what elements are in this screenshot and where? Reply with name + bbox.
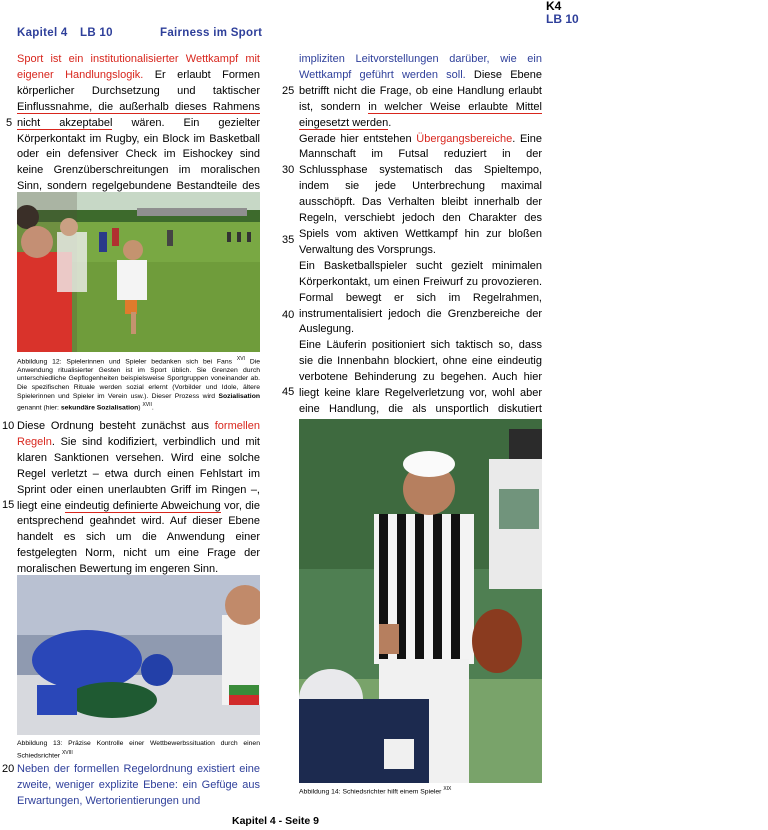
- text-run: . Eine Mannschaft im Futsal reduziert in der Schlussphase systematisch das Spieltempo, indem sie jede Unterbrechung maximal ausschöpft. Das Verhalten bleibt innerhalb der Regeln, verschiebt jedoch den Charakter des Spiels vom aktiven Wettkampf hin zur bloßen Verwaltung des Vorsprungs.: [299, 132, 542, 256]
- caption-text: Abbildung 14: Schiedsrichter hilft einem Spieler: [299, 788, 444, 796]
- line-number: 25: [282, 85, 295, 97]
- runner-paragraph: Eine Läuferin positioniert sich taktisch so, dass sie die Innenbahn blockiert, ohne eine eindeutig verbotene Behinderung zu begehen. Auch hier liegt keine klare Regelverletzung vor, wohl aber eine Handlung, die als unsportlich diskutiert: [299, 339, 542, 415]
- figure-13-photo: [17, 575, 260, 735]
- topic-title: Fairness im Sport: [160, 27, 263, 39]
- caption-text: ): [138, 404, 143, 412]
- line-number: 10: [2, 420, 15, 432]
- text-run: . Sie sind kodifiziert, verbindlich und mit klaren Sanktionen versehen. Wird eine solche Regel verletzt – etwa durch einen Fehlstart im Sprint oder einen unerlaubten Griff im Ringen –, liegt eine: [17, 435, 260, 512]
- text-run: wären. Ein gezielter Körperkontakt im Rugby, ein Block im Basketball oder ein defensiver Check im Eishockey sind keine Grenzüberschreitungen im moralischen Sinn, sondern regelgebundene Bestandteile des: [17, 116, 261, 193]
- figure-14-photo: [299, 419, 542, 783]
- basketball-paragraph: Ein Basketballspieler sucht gezielt minimalen Körperkontakt, um einen Freiwurf zu provozieren. Formal bewegt er sich im Regelrahmen, instrumentalisiert jedoch die Grenzbereiche der Auslegung.: [299, 259, 542, 336]
- text-run: .: [388, 116, 392, 129]
- caption-text: .: [151, 404, 154, 412]
- text-run: vor, die entsprechend geahndet wird. Auf dieser Ebene handelt es sich um die Anwendung einer festgelegten Norm, nicht um eine Frage der moralischen Bewertung im engeren Sinn.: [17, 499, 260, 576]
- underlined-phrase: in welcher Weise erlaubte Mittel eingesetzt werden: [299, 100, 542, 129]
- caption-text: Abbildung 13: Präzise Kontrolle einer Wettbewerbssituation durch einen Schiedsrichter: [17, 740, 260, 759]
- chapter-label: Kapitel 4: [17, 27, 68, 39]
- left-paragraph-3: [17, 762, 260, 810]
- caption-ref: XVII: [142, 402, 152, 409]
- highlight-term: Übergangsbereiche: [416, 132, 513, 145]
- text-run: Diese Ordnung besteht zunächst aus: [17, 420, 215, 432]
- continued-statement: impliziten Leitvorstellungen darüber, wie ein Wettkampf geführt werden soll.: [299, 53, 542, 81]
- line-number: 30: [282, 164, 295, 176]
- page-footer: Kapitel 4 - Seite 9: [232, 815, 319, 827]
- right-column-text: [299, 52, 542, 434]
- caption-text: Die Anwendung ritualisierter Gesten ist im Sport üblich. Sie Grenzen durch unterschiedliche Gepflogenheiten beispielsweise Sportgruppen voneinander ab. Die spezifischen Rituale werden sozial erlernt (Vorbilder und Idole, ältere Spielerinnen und Spieler im Verein usw.). Dieser Prozess wird: [17, 358, 261, 400]
- text-run: Er erlaubt Formen körperlicher Durchsetzung und taktischer: [17, 68, 260, 97]
- caption-term: sekundäre Sozialisation: [60, 404, 139, 412]
- figure-12-caption: [17, 355, 260, 413]
- underlined-phrase: eindeutig definierte Abweichung: [64, 499, 221, 512]
- text-run: Diese Ebene betrifft nicht die Frage, ob eine Handlung erlaubt ist, sondern: [299, 68, 543, 113]
- line-number: 40: [282, 309, 295, 321]
- line-number: 20: [2, 763, 15, 775]
- lb-label: LB 10: [80, 27, 113, 39]
- figure-13-caption: [17, 740, 260, 760]
- corner-k: K4: [546, 0, 562, 13]
- corner-label: [546, 0, 579, 26]
- highlight-term: formellen Regeln: [17, 420, 260, 448]
- figure-12-photo: [17, 192, 260, 352]
- intro-statement: Sport ist ein institutionalisierter Wettkampf mit eigener Handlungslogik.: [17, 53, 260, 81]
- caption-ref: XVIII: [61, 749, 73, 756]
- transition-statement: Neben der formellen Regelordnung existiert eine zweite, weniger explizite Ebene: ein Gefüge aus Erwartungen, Wertorientierungen und: [17, 763, 260, 807]
- caption-text: Abbildung 12: Spielerinnen und Spieler bedanken sich bei Fans: [17, 358, 237, 366]
- caption-ref: XVI: [236, 356, 245, 362]
- line-number: 5: [6, 117, 13, 129]
- caption-ref: XIX: [443, 786, 452, 792]
- underlined-phrase: Einflussnahme, die außerhalb dieses Rahmens nicht akzeptabel: [17, 100, 260, 129]
- line-number: 45: [282, 386, 295, 398]
- left-paragraph-1: [17, 52, 260, 211]
- caption-term: Sozialisation: [218, 392, 260, 400]
- line-number: 35: [282, 234, 295, 246]
- caption-text: genannt (hier:: [17, 404, 61, 412]
- corner-lb: LB 10: [546, 12, 579, 26]
- line-number: 15: [2, 499, 15, 511]
- text-run: Gerade hier entstehen: [299, 132, 417, 145]
- left-paragraph-2: [17, 419, 260, 578]
- figure-14-caption: [299, 785, 542, 797]
